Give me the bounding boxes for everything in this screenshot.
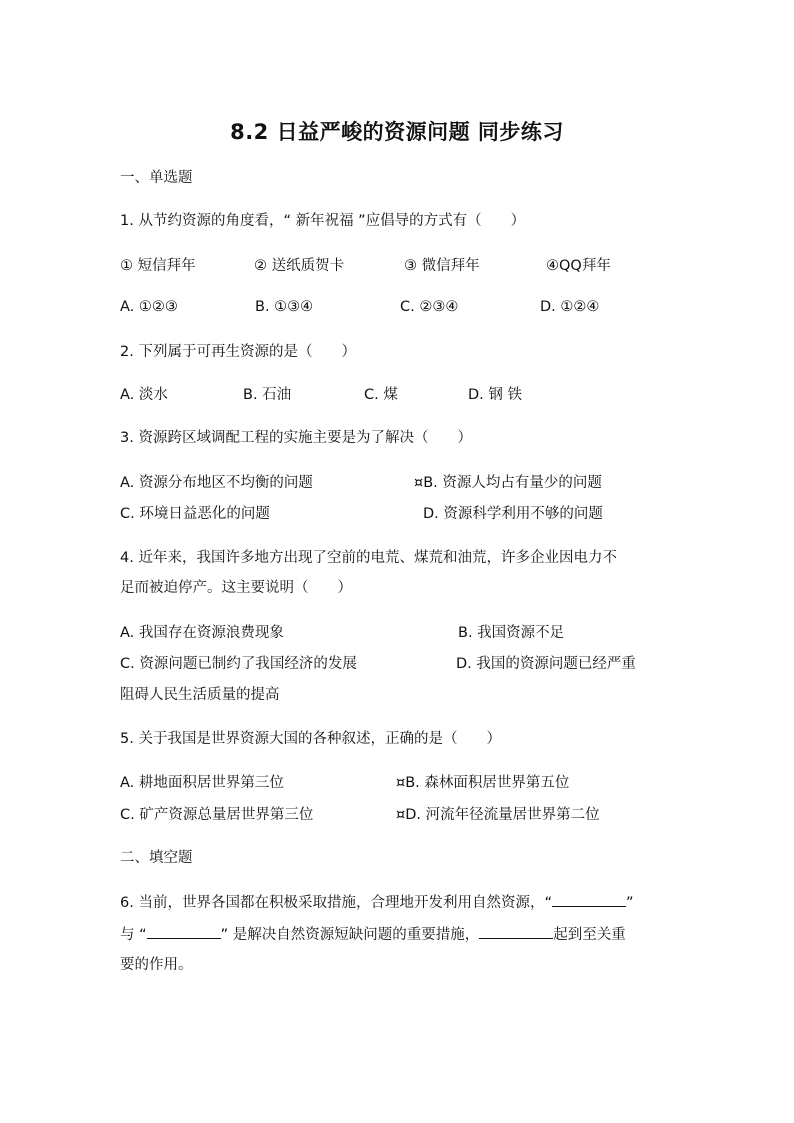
question-4-stem-continued: 足而被迫停产。这主要说明（ ） — [120, 580, 352, 596]
section-heading-single-choice: 一、单选题 — [120, 170, 193, 186]
question-4-option-c: C. 资源问题已制约了我国经济的发展 — [120, 656, 357, 672]
question-1-option-d: D. ①②④ — [540, 299, 600, 315]
question-2-stem: 2. 下列属于可再生资源的是（ ） — [120, 344, 356, 360]
question-5-option-c: C. 矿产资源总量居世界第三位 — [120, 807, 314, 823]
question-2-option-a: A. 淡水 — [120, 387, 168, 403]
answer-blank[interactable] — [479, 924, 553, 939]
question-2-option-d: D. 钢 铁 — [468, 387, 522, 403]
question-3-option-a: A. 资源分布地区不均衡的问题 — [120, 475, 313, 491]
question-3-option-d: D. 资源科学利用不够的问题 — [423, 506, 603, 522]
question-4-option-b: B. 我国资源不足 — [458, 625, 565, 641]
question-1-option-a: A. ①②③ — [120, 299, 178, 315]
question-3-option-b: ¤B. 资源人均占有量少的问题 — [414, 475, 602, 491]
question-4-option-a: A. 我国存在资源浪费现象 — [120, 625, 284, 641]
question-5-option-d: ¤D. 河流年径流量居世界第二位 — [396, 807, 600, 823]
question-2-option-c: C. 煤 — [364, 387, 398, 403]
question-6-text: 与 “ — [120, 927, 147, 943]
question-6-text: 6. 当前，世界各国都在积极采取措施，合理地开发利用自然资源，“ — [120, 895, 552, 911]
question-1-stem: 1. 从节约资源的角度看，“ 新年祝福 ”应倡导的方式有（ ） — [120, 213, 526, 229]
question-4-option-d-continued: 阻碍人民生活质量的提高 — [120, 687, 280, 703]
page-title: 8.2 日益严峻的资源问题 同步练习 — [230, 120, 564, 144]
question-1-item: ① 短信拜年 — [120, 258, 196, 274]
question-6-line-1 — [120, 892, 633, 913]
question-1-option-c: C. ②③④ — [400, 299, 459, 315]
question-5-option-a: A. 耕地面积居世界第三位 — [120, 775, 284, 791]
question-6-text: 起到至关重 — [553, 927, 626, 943]
question-6-text: ” — [625, 895, 634, 911]
question-5-stem: 5. 关于我国是世界资源大国的各种叙述，正确的是（ ） — [120, 731, 501, 747]
answer-blank[interactable] — [147, 924, 221, 939]
question-1-item: ④QQ拜年 — [546, 258, 611, 274]
question-1-item: ③ 微信拜年 — [404, 258, 480, 274]
section-heading-fill-blank: 二、填空题 — [120, 850, 193, 866]
question-4-stem: 4. 近年来，我国许多地方出现了空前的电荒、煤荒和油荒，许多企业因电力不 — [120, 550, 617, 566]
question-6-line-2 — [120, 924, 626, 945]
question-3-option-c: C. 环境日益恶化的问题 — [120, 506, 270, 522]
question-3-stem: 3. 资源跨区域调配工程的实施主要是为了解决（ ） — [120, 430, 472, 446]
question-6-line-3: 要的作用。 — [120, 957, 193, 973]
question-4-option-d: D. 我国的资源问题已经严重 — [456, 656, 636, 672]
question-5-option-b: ¤B. 森林面积居世界第五位 — [396, 775, 570, 791]
question-6-text: ” 是解决自然资源短缺问题的重要措施， — [220, 927, 480, 943]
question-2-option-b: B. 石油 — [243, 387, 292, 403]
question-1-item: ② 送纸质贺卡 — [254, 258, 345, 274]
question-1-option-b: B. ①③④ — [255, 299, 314, 315]
answer-blank[interactable] — [552, 892, 626, 907]
